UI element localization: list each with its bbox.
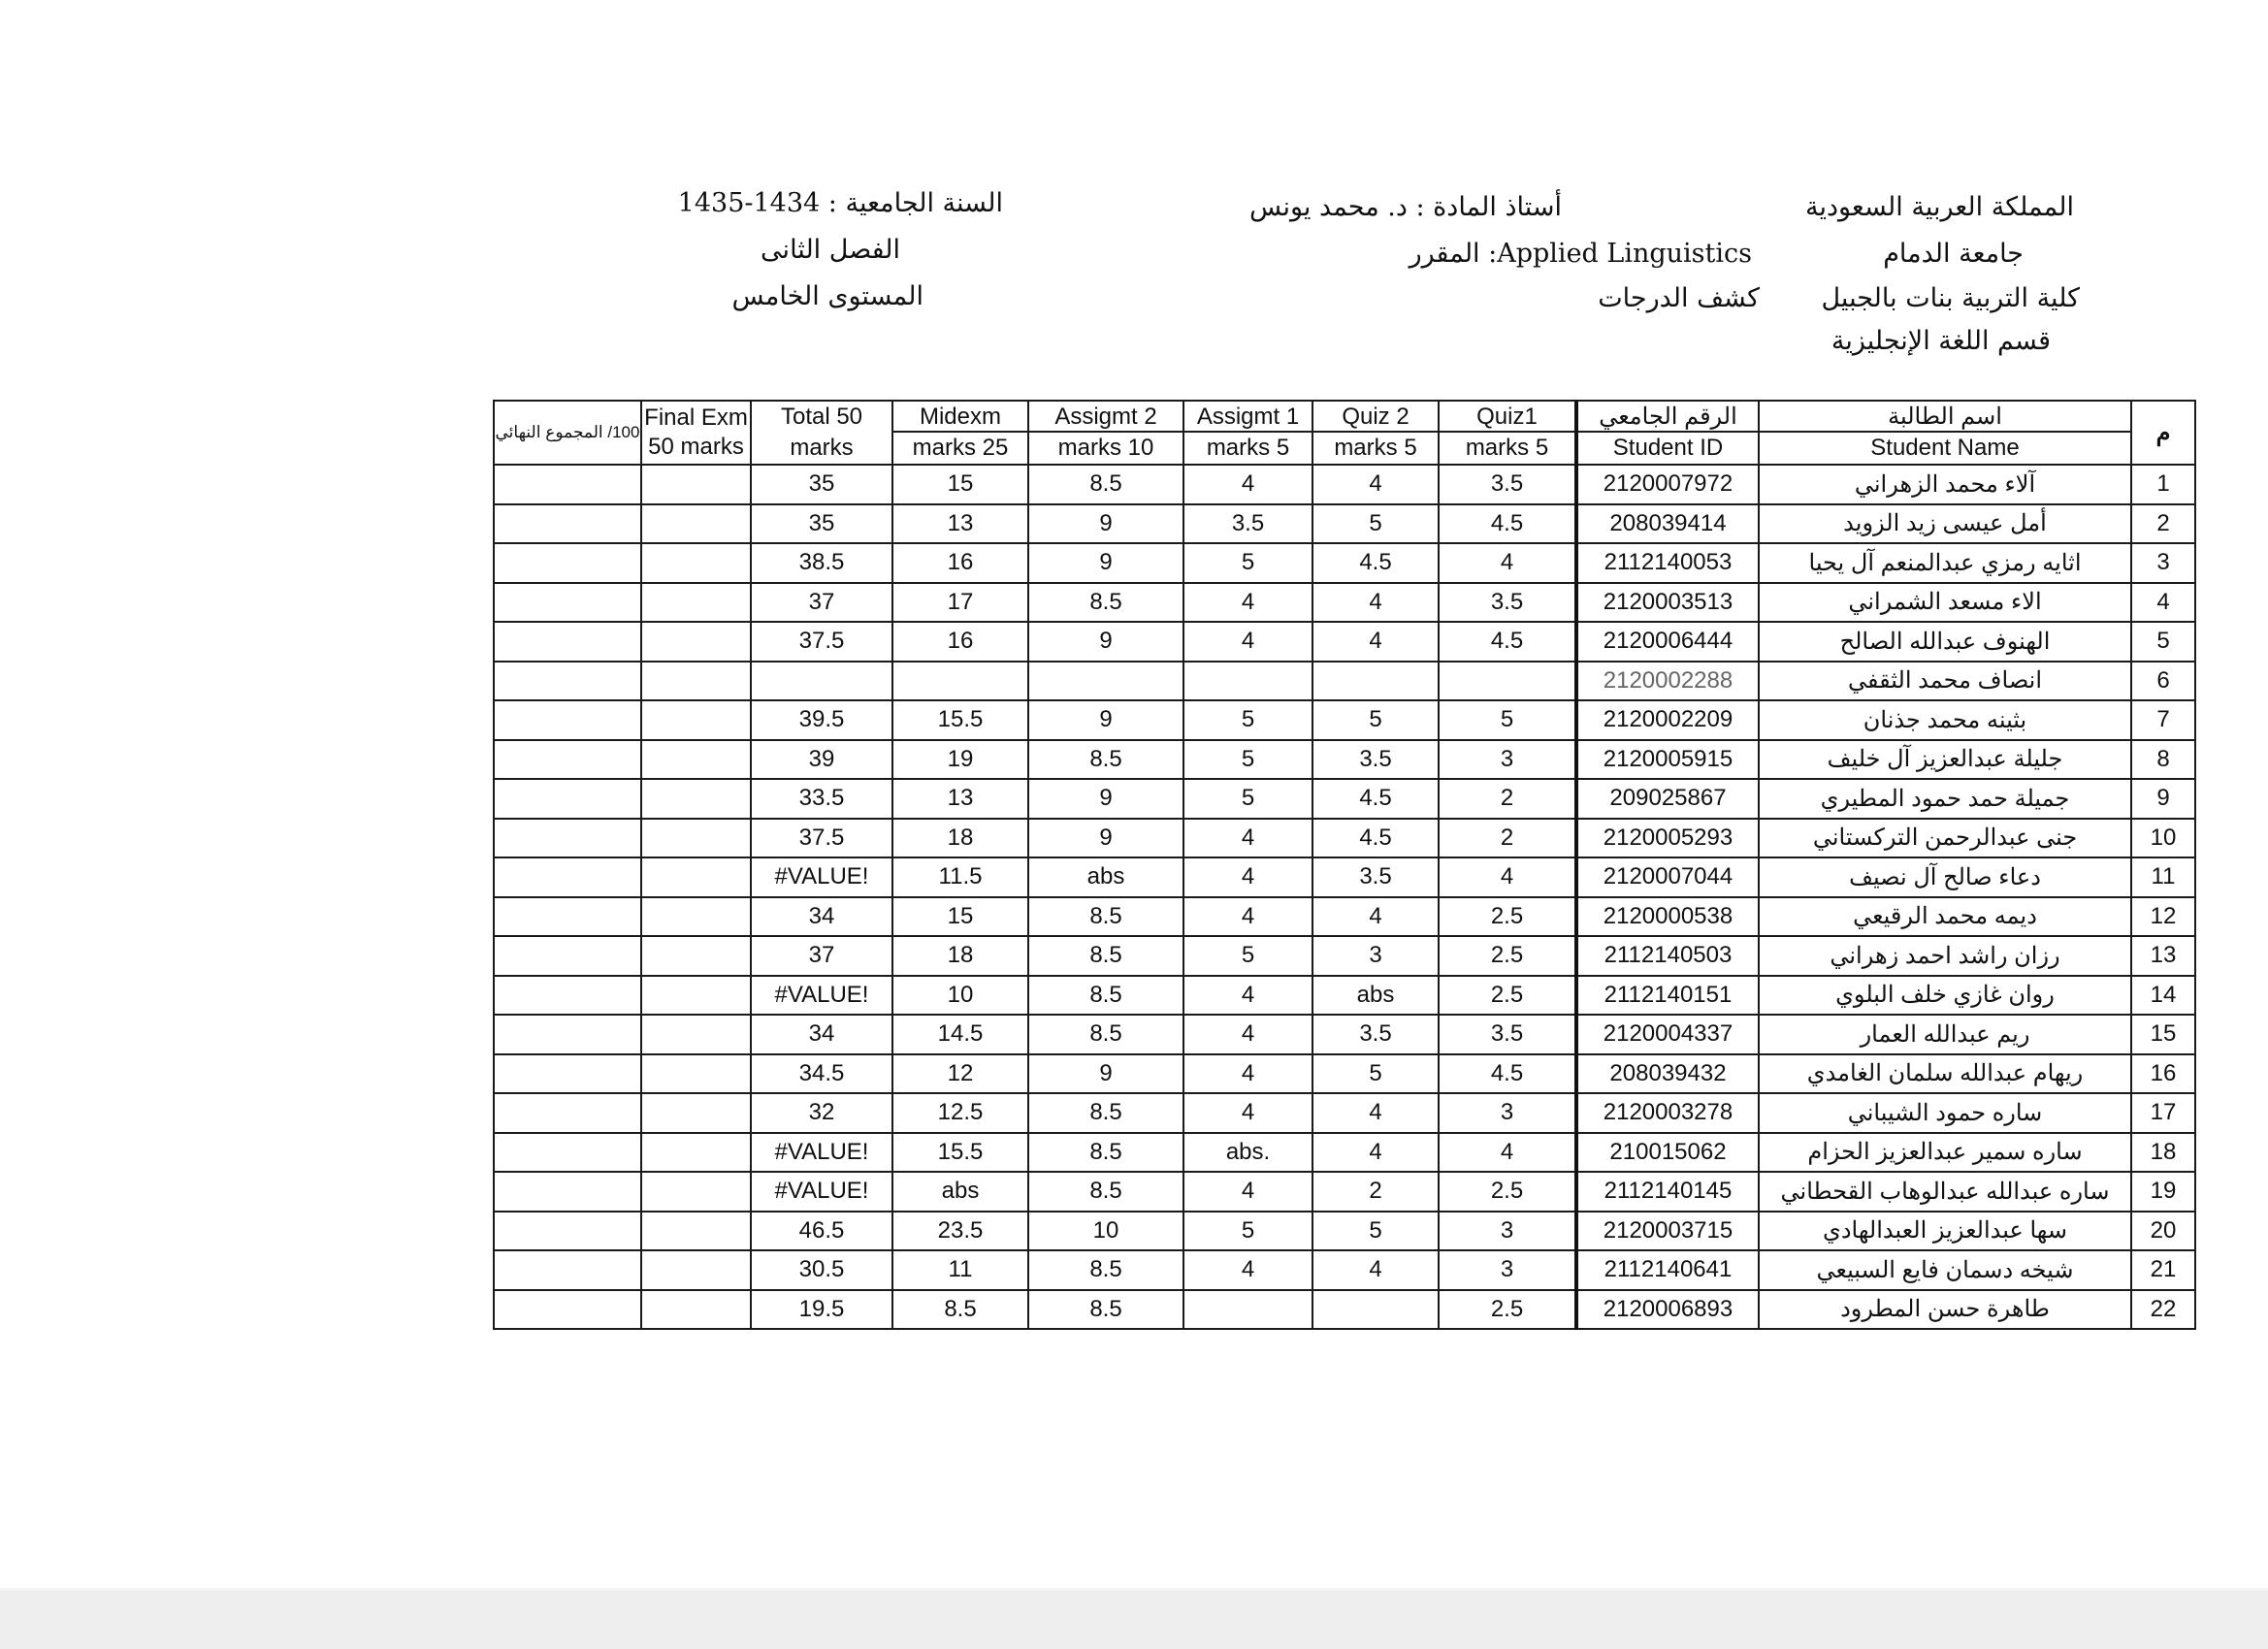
midexam-cell: 13: [892, 779, 1028, 819]
quiz2-cell: [1312, 1290, 1439, 1330]
assign2-cell: 8.5: [1028, 976, 1183, 1016]
assign2-cell: 9: [1028, 543, 1183, 583]
assign2-cell: 8.5: [1028, 583, 1183, 623]
student-id-cell: 2120003513: [1576, 583, 1759, 623]
total50-cell: 37.5: [751, 819, 892, 858]
quiz2-cell: 4: [1312, 622, 1439, 662]
assign2-cell: 8.5: [1028, 1093, 1183, 1133]
quiz2-cell: 4: [1312, 1133, 1439, 1173]
student-name-cell: شيخه دسمان فايع السبيعي: [1759, 1250, 2131, 1290]
student-id-cell: 2120000538: [1576, 897, 1759, 937]
quiz1-cell: [1439, 662, 1576, 701]
student-name-cell: رزان راشد احمد زهراني: [1759, 936, 2131, 976]
final-cell: [641, 1093, 751, 1133]
row-number-cell: 8: [2131, 740, 2195, 780]
quiz2-cell: 3.5: [1312, 740, 1439, 780]
assign1-cell: 5: [1183, 740, 1312, 780]
assign2-cell: 9: [1028, 504, 1183, 544]
final-cell: [641, 779, 751, 819]
assign2-cell: 9: [1028, 1054, 1183, 1094]
quiz2-cell: 2: [1312, 1172, 1439, 1212]
student-id-cell: 2120003715: [1576, 1212, 1759, 1251]
student-id-cell: 2112140151: [1576, 976, 1759, 1016]
quiz2-cell: [1312, 662, 1439, 701]
final-cell: [641, 1133, 751, 1173]
quiz1-cell: 2: [1439, 819, 1576, 858]
midexam-cell: 15.5: [892, 1133, 1028, 1173]
quiz1-cell: 4: [1439, 543, 1576, 583]
student-id-cell: 2120007044: [1576, 857, 1759, 897]
midexam-cell: 15: [892, 465, 1028, 504]
col-quiz2-header: Quiz 2: [1312, 401, 1439, 432]
table-row: [494, 1212, 2195, 1251]
department-label: قسم اللغة الإنجليزية: [1831, 326, 2051, 356]
student-id-cell: 2120007972: [1576, 465, 1759, 504]
col-name-en-header: Student Name: [1759, 432, 2131, 465]
quiz2-cell: 5: [1312, 504, 1439, 544]
final-cell: [641, 740, 751, 780]
total50-cell: 39: [751, 740, 892, 780]
quiz1-cell: 2.5: [1439, 976, 1576, 1016]
total100-cell: [494, 1290, 641, 1330]
final-cell: [641, 1054, 751, 1094]
row-number-cell: 22: [2131, 1290, 2195, 1330]
total50-cell: 33.5: [751, 779, 892, 819]
total50-cell: 34: [751, 1015, 892, 1054]
quiz2-cell: 3: [1312, 936, 1439, 976]
assign1-cell: 4: [1183, 583, 1312, 623]
student-id-cell: 2120005915: [1576, 740, 1759, 780]
assign2-cell: 9: [1028, 622, 1183, 662]
table-row: [494, 740, 2195, 780]
student-id-cell: 210015062: [1576, 1133, 1759, 1173]
student-id-cell: 208039432: [1576, 1054, 1759, 1094]
total100-cell: [494, 740, 641, 780]
academic-year-label: السنة الجامعية : 1434-1435: [677, 188, 1003, 218]
total100-cell: [494, 936, 641, 976]
total100-cell: [494, 1133, 641, 1173]
table-row: [494, 976, 2195, 1016]
midexam-cell: 13: [892, 504, 1028, 544]
total100-cell: [494, 622, 641, 662]
row-number-cell: 18: [2131, 1133, 2195, 1173]
assign2-cell: 8.5: [1028, 740, 1183, 780]
midexam-cell: 11.5: [892, 857, 1028, 897]
student-id-cell: 2120005293: [1576, 819, 1759, 858]
quiz1-cell: 4.5: [1439, 1054, 1576, 1094]
total100-cell: [494, 779, 641, 819]
col-midexam-header: Midexm: [892, 401, 1028, 432]
student-name-cell: آلاء محمد الزهراني: [1759, 465, 2131, 504]
assign1-cell: 4: [1183, 622, 1312, 662]
semester-label: الفصل الثانى: [761, 235, 900, 265]
quiz2-cell: 4.5: [1312, 819, 1439, 858]
total100-cell: [494, 1093, 641, 1133]
quiz2-cell: 3.5: [1312, 857, 1439, 897]
col-assign1-marks: marks 5: [1183, 432, 1312, 465]
table-row: [494, 662, 2195, 701]
quiz1-cell: 5: [1439, 700, 1576, 740]
midexam-cell: [892, 662, 1028, 701]
quiz1-cell: 4: [1439, 857, 1576, 897]
quiz2-cell: 4: [1312, 1250, 1439, 1290]
assign2-cell: 10: [1028, 1212, 1183, 1251]
midexam-cell: 15: [892, 897, 1028, 937]
row-number-cell: 1: [2131, 465, 2195, 504]
total100-cell: [494, 976, 641, 1016]
student-name-cell: طاهرة حسن المطرود: [1759, 1290, 2131, 1330]
col-quiz1-marks: marks 5: [1439, 432, 1576, 465]
quiz2-cell: 4: [1312, 465, 1439, 504]
table-row: [494, 1133, 2195, 1173]
assign1-cell: [1183, 662, 1312, 701]
student-name-cell: جليلة عبدالعزيز آل خليف: [1759, 740, 2131, 780]
table-row: [494, 1250, 2195, 1290]
final-cell: [641, 583, 751, 623]
table-row: [494, 1290, 2195, 1330]
row-number-cell: 7: [2131, 700, 2195, 740]
assign2-cell: [1028, 662, 1183, 701]
final-cell: [641, 819, 751, 858]
final-cell: [641, 543, 751, 583]
sheet-title: كشف الدرجات: [1598, 283, 1760, 313]
table-row: [494, 465, 2195, 504]
quiz2-cell: 4: [1312, 583, 1439, 623]
assign1-cell: 4: [1183, 465, 1312, 504]
row-number-cell: 5: [2131, 622, 2195, 662]
course-label: Applied Linguistics: المقرر: [1409, 239, 1752, 269]
assign1-cell: 5: [1183, 700, 1312, 740]
midexam-cell: 18: [892, 819, 1028, 858]
student-id-cell: 2112140053: [1576, 543, 1759, 583]
row-number-cell: 13: [2131, 936, 2195, 976]
table-row: [494, 779, 2195, 819]
student-name-cell: ساره حمود الشيباني: [1759, 1093, 2131, 1133]
quiz1-cell: 2.5: [1439, 1290, 1576, 1330]
total100-cell: [494, 857, 641, 897]
table-row: [494, 504, 2195, 544]
quiz1-cell: 3: [1439, 740, 1576, 780]
quiz2-cell: 4: [1312, 1093, 1439, 1133]
assign2-cell: 8.5: [1028, 1172, 1183, 1212]
student-name-cell: ريهام عبدالله سلمان الغامدي: [1759, 1054, 2131, 1094]
kingdom-label: المملكة العربية السعودية: [1804, 192, 2074, 222]
student-name-cell: دعاء صالح آل نصيف: [1759, 857, 2131, 897]
assign1-cell: 5: [1183, 779, 1312, 819]
table-row: [494, 819, 2195, 858]
quiz1-cell: 3: [1439, 1250, 1576, 1290]
quiz1-cell: 3.5: [1439, 465, 1576, 504]
assign2-cell: 8.5: [1028, 1250, 1183, 1290]
quiz1-cell: 2: [1439, 779, 1576, 819]
assign2-cell: 8.5: [1028, 936, 1183, 976]
student-id-cell: 2112140503: [1576, 936, 1759, 976]
final-cell: [641, 976, 751, 1016]
total100-cell: [494, 1212, 641, 1251]
row-number-cell: 10: [2131, 819, 2195, 858]
total50-cell: #VALUE!: [751, 1172, 892, 1212]
student-id-cell: 2112140145: [1576, 1172, 1759, 1212]
table-row: [494, 1172, 2195, 1212]
col-assign1-header: Assigmt 1: [1183, 401, 1312, 432]
assign2-cell: 9: [1028, 819, 1183, 858]
final-cell: [641, 1015, 751, 1054]
quiz2-cell: 3.5: [1312, 1015, 1439, 1054]
row-number-cell: 2: [2131, 504, 2195, 544]
student-name-cell: الهنوف عبدالله الصالح: [1759, 622, 2131, 662]
table-row: [494, 1015, 2195, 1054]
final-cell: [641, 1172, 751, 1212]
assign1-cell: 5: [1183, 936, 1312, 976]
college-label: كلية التربية بنات بالجبيل: [1821, 283, 2080, 313]
student-name-cell: ساره عبدالله عبدالوهاب القحطاني: [1759, 1172, 2131, 1212]
midexam-cell: 14.5: [892, 1015, 1028, 1054]
row-number-cell: 20: [2131, 1212, 2195, 1251]
total100-cell: [494, 897, 641, 937]
row-number-cell: 3: [2131, 543, 2195, 583]
student-id-cell: 2120004337: [1576, 1015, 1759, 1054]
table-row: [494, 1054, 2195, 1094]
midexam-cell: 15.5: [892, 700, 1028, 740]
quiz1-cell: 3.5: [1439, 583, 1576, 623]
total100-cell: [494, 700, 641, 740]
assign2-cell: 8.5: [1028, 465, 1183, 504]
quiz1-cell: 4: [1439, 1133, 1576, 1173]
col-num-header: م: [2131, 401, 2195, 465]
assign1-cell: 4: [1183, 1015, 1312, 1054]
row-number-cell: 16: [2131, 1054, 2195, 1094]
quiz1-cell: 4.5: [1439, 622, 1576, 662]
total100-cell: [494, 1172, 641, 1212]
total50-cell: 19.5: [751, 1290, 892, 1330]
row-number-cell: 11: [2131, 857, 2195, 897]
total100-cell: [494, 465, 641, 504]
student-name-cell: ساره سمير عبدالعزيز الحزام: [1759, 1133, 2131, 1173]
total100-cell: [494, 1250, 641, 1290]
assign1-cell: 4: [1183, 819, 1312, 858]
final-cell: [641, 662, 751, 701]
col-name-ar-header: اسم الطالبة: [1759, 401, 2131, 432]
quiz2-cell: 4: [1312, 897, 1439, 937]
total100-cell: [494, 583, 641, 623]
total100-cell: [494, 543, 641, 583]
col-assign2-marks: marks 10: [1028, 432, 1183, 465]
scan-bottom-margin: [0, 1591, 2268, 1649]
total50-cell: #VALUE!: [751, 857, 892, 897]
quiz2-cell: 5: [1312, 1212, 1439, 1251]
student-name-cell: ديمه محمد الرقيعي: [1759, 897, 2131, 937]
total100-cell: [494, 662, 641, 701]
student-name-cell: انصاف محمد الثقفي: [1759, 662, 2131, 701]
student-id-cell: 2112140641: [1576, 1250, 1759, 1290]
total100-cell: [494, 1015, 641, 1054]
quiz2-cell: 5: [1312, 700, 1439, 740]
quiz1-cell: 2.5: [1439, 897, 1576, 937]
instructor-label: أستاذ المادة : د. محمد يونس: [1249, 192, 1562, 222]
assign1-cell: 5: [1183, 543, 1312, 583]
row-number-cell: 15: [2131, 1015, 2195, 1054]
midexam-cell: 10: [892, 976, 1028, 1016]
assign1-cell: 4: [1183, 1172, 1312, 1212]
table-row: [494, 700, 2195, 740]
col-id-en-header: Student ID: [1576, 432, 1759, 465]
level-label: المستوى الخامس: [731, 281, 923, 311]
university-label: جامعة الدمام: [1883, 239, 2024, 269]
midexam-cell: 19: [892, 740, 1028, 780]
grades-table: [493, 400, 2196, 1330]
midexam-cell: 18: [892, 936, 1028, 976]
col-final-header: Final Exm 50 marks: [641, 401, 751, 465]
quiz1-cell: 2.5: [1439, 1172, 1576, 1212]
quiz2-cell: 4.5: [1312, 779, 1439, 819]
midexam-cell: abs: [892, 1172, 1028, 1212]
table-row: [494, 1093, 2195, 1133]
student-name-cell: سها عبدالعزيز العبدالهادي: [1759, 1212, 2131, 1251]
total100-cell: [494, 819, 641, 858]
midexam-cell: 12: [892, 1054, 1028, 1094]
final-cell: [641, 857, 751, 897]
col-quiz2-marks: marks 5: [1312, 432, 1439, 465]
total50-cell: 35: [751, 504, 892, 544]
final-cell: [641, 1250, 751, 1290]
quiz1-cell: 3: [1439, 1212, 1576, 1251]
midexam-cell: 8.5: [892, 1290, 1028, 1330]
assign1-cell: 4: [1183, 1250, 1312, 1290]
row-number-cell: 4: [2131, 583, 2195, 623]
quiz1-cell: 3.5: [1439, 1015, 1576, 1054]
table-row: [494, 583, 2195, 623]
final-cell: [641, 504, 751, 544]
total50-cell: [751, 662, 892, 701]
quiz1-cell: 2.5: [1439, 936, 1576, 976]
row-number-cell: 6: [2131, 662, 2195, 701]
assign1-cell: 4: [1183, 976, 1312, 1016]
assign2-cell: 9: [1028, 700, 1183, 740]
student-name-cell: جميلة حمد حمود المطيري: [1759, 779, 2131, 819]
total100-cell: [494, 1054, 641, 1094]
table-row: [494, 936, 2195, 976]
total50-cell: 38.5: [751, 543, 892, 583]
final-cell: [641, 1212, 751, 1251]
row-number-cell: 21: [2131, 1250, 2195, 1290]
quiz1-cell: 3: [1439, 1093, 1576, 1133]
student-name-cell: أمل عيسى زيد الزويد: [1759, 504, 2131, 544]
midexam-cell: 16: [892, 622, 1028, 662]
student-name-cell: جنى عبدالرحمن التركستاني: [1759, 819, 2131, 858]
row-number-cell: 9: [2131, 779, 2195, 819]
total50-cell: 30.5: [751, 1250, 892, 1290]
student-id-cell: 2120002209: [1576, 700, 1759, 740]
quiz2-cell: abs: [1312, 976, 1439, 1016]
final-cell: [641, 897, 751, 937]
student-name-cell: الاء مسعد الشمراني: [1759, 583, 2131, 623]
row-number-cell: 14: [2131, 976, 2195, 1016]
row-number-cell: 19: [2131, 1172, 2195, 1212]
student-name-cell: اثايه رمزي عبدالمنعم آل يحيا: [1759, 543, 2131, 583]
quiz1-cell: 4.5: [1439, 504, 1576, 544]
assign1-cell: 4: [1183, 1093, 1312, 1133]
total100-cell: [494, 504, 641, 544]
assign2-cell: 8.5: [1028, 1290, 1183, 1330]
col-total100-header: 100/ المجموع النهائي: [494, 401, 641, 465]
total50-cell: 46.5: [751, 1212, 892, 1251]
assign1-cell: 5: [1183, 1212, 1312, 1251]
total50-cell: 37: [751, 936, 892, 976]
assign2-cell: 8.5: [1028, 1015, 1183, 1054]
assign2-cell: 9: [1028, 779, 1183, 819]
assign2-cell: abs: [1028, 857, 1183, 897]
student-name-cell: بثينه محمد جذنان: [1759, 700, 2131, 740]
midexam-cell: 16: [892, 543, 1028, 583]
total50-cell: 35: [751, 465, 892, 504]
col-assign2-header: Assigmt 2: [1028, 401, 1183, 432]
final-cell: [641, 622, 751, 662]
student-id-cell: 209025867: [1576, 779, 1759, 819]
final-cell: [641, 1290, 751, 1330]
assign1-cell: [1183, 1290, 1312, 1330]
final-cell: [641, 936, 751, 976]
midexam-cell: 17: [892, 583, 1028, 623]
total50-cell: 37.5: [751, 622, 892, 662]
assign1-cell: abs.: [1183, 1133, 1312, 1173]
quiz2-cell: 4.5: [1312, 543, 1439, 583]
student-name-cell: ريم عبدالله العمار: [1759, 1015, 2131, 1054]
student-id-cell: 208039414: [1576, 504, 1759, 544]
student-id-cell: 2120006444: [1576, 622, 1759, 662]
student-id-cell: 2120002288: [1576, 662, 1759, 701]
total50-cell: #VALUE!: [751, 976, 892, 1016]
total50-cell: 39.5: [751, 700, 892, 740]
col-quiz1-header: Quiz1: [1439, 401, 1576, 432]
final-cell: [641, 700, 751, 740]
total50-cell: 34: [751, 897, 892, 937]
total50-cell: 34.5: [751, 1054, 892, 1094]
row-number-cell: 12: [2131, 897, 2195, 937]
col-id-ar-header: الرقم الجامعي: [1576, 401, 1759, 432]
total50-cell: #VALUE!: [751, 1133, 892, 1173]
col-total50-header: Total 50 marks: [751, 401, 892, 465]
assign1-cell: 4: [1183, 857, 1312, 897]
table-row: [494, 857, 2195, 897]
total50-cell: 32: [751, 1093, 892, 1133]
assign1-cell: 4: [1183, 1054, 1312, 1094]
assign2-cell: 8.5: [1028, 1133, 1183, 1173]
student-id-cell: 2120006893: [1576, 1290, 1759, 1330]
midexam-cell: 23.5: [892, 1212, 1028, 1251]
quiz2-cell: 5: [1312, 1054, 1439, 1094]
col-midexam-marks: marks 25: [892, 432, 1028, 465]
midexam-cell: 12.5: [892, 1093, 1028, 1133]
student-name-cell: روان غازي خلف البلوي: [1759, 976, 2131, 1016]
midexam-cell: 11: [892, 1250, 1028, 1290]
table-row: [494, 543, 2195, 583]
assign2-cell: 8.5: [1028, 897, 1183, 937]
table-row: [494, 897, 2195, 937]
final-cell: [641, 465, 751, 504]
assign1-cell: 3.5: [1183, 504, 1312, 544]
table-row: [494, 622, 2195, 662]
row-number-cell: 17: [2131, 1093, 2195, 1133]
total50-cell: 37: [751, 583, 892, 623]
student-id-cell: 2120003278: [1576, 1093, 1759, 1133]
assign1-cell: 4: [1183, 897, 1312, 937]
